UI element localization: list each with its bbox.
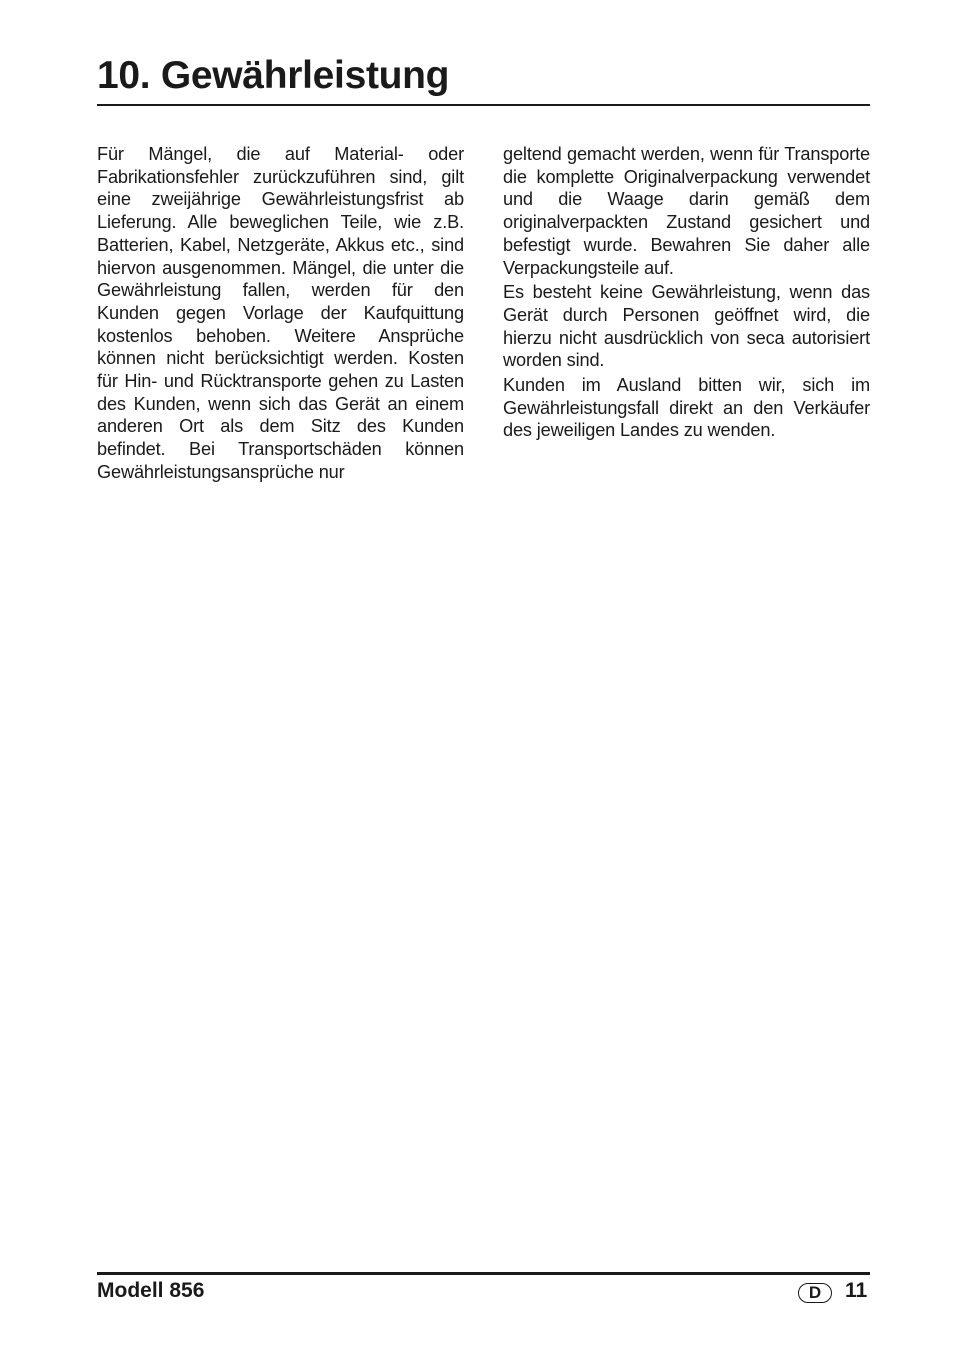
page-title: 10. Gewährleistung xyxy=(97,54,450,97)
left-text-column xyxy=(97,143,464,486)
page-number: 11 xyxy=(845,1279,868,1302)
paragraph-foreign-customers: Kunden im Ausland bitten wir, sich im Gewährleistungsfall direkt an den Verkäufer des jeweiligen Landes zu wenden. xyxy=(503,375,870,441)
paragraph-transport-claims: geltend gemacht werden, wenn für Transporte die komplette Originalverpackung verwendet und die Waage darin gemäß dem originalverpackten Zustand gesichert und befestigt wurde. Bewahren Sie daher alle Verpackungsteile auf. xyxy=(503,144,870,278)
language-badge: D xyxy=(798,1283,832,1303)
paragraph-warranty-terms: Für Mängel, die auf Material- oder Fabrikationsfehler zurückzuführen sind, gilt eine zweijährige Gewährleistungsfrist ab Lieferung. Alle beweglichen Teile, wie z.B. Batterien, Kabel, Netzgeräte, Akkus etc., sind hiervon ausgenommen. Mängel, die unter die Gewährleistung fallen, werden für den Kunden gegen Vorlage der Kaufquittung kostenlos behoben. Weitere Ansprüche können nicht berücksichtigt werden. Kosten für Hin- und Rücktransporte gehen zu Lasten des Kunden, wenn sich das Gerät an einem anderen Ort als dem Sitz des Kunden befindet. Bei Transportschäden können Gewährleistungsansprüche nur xyxy=(97,144,464,482)
footer-divider xyxy=(97,1272,870,1275)
paragraph-no-warranty: Es besteht keine Gewährleistung, wenn das Gerät durch Personen geöffnet wird, die hierzu nicht ausdrücklich von seca autorisiert worden sind. xyxy=(503,282,870,371)
footer-model-name: Modell 856 xyxy=(97,1279,205,1302)
title-divider xyxy=(97,104,870,106)
right-text-column xyxy=(503,143,870,444)
